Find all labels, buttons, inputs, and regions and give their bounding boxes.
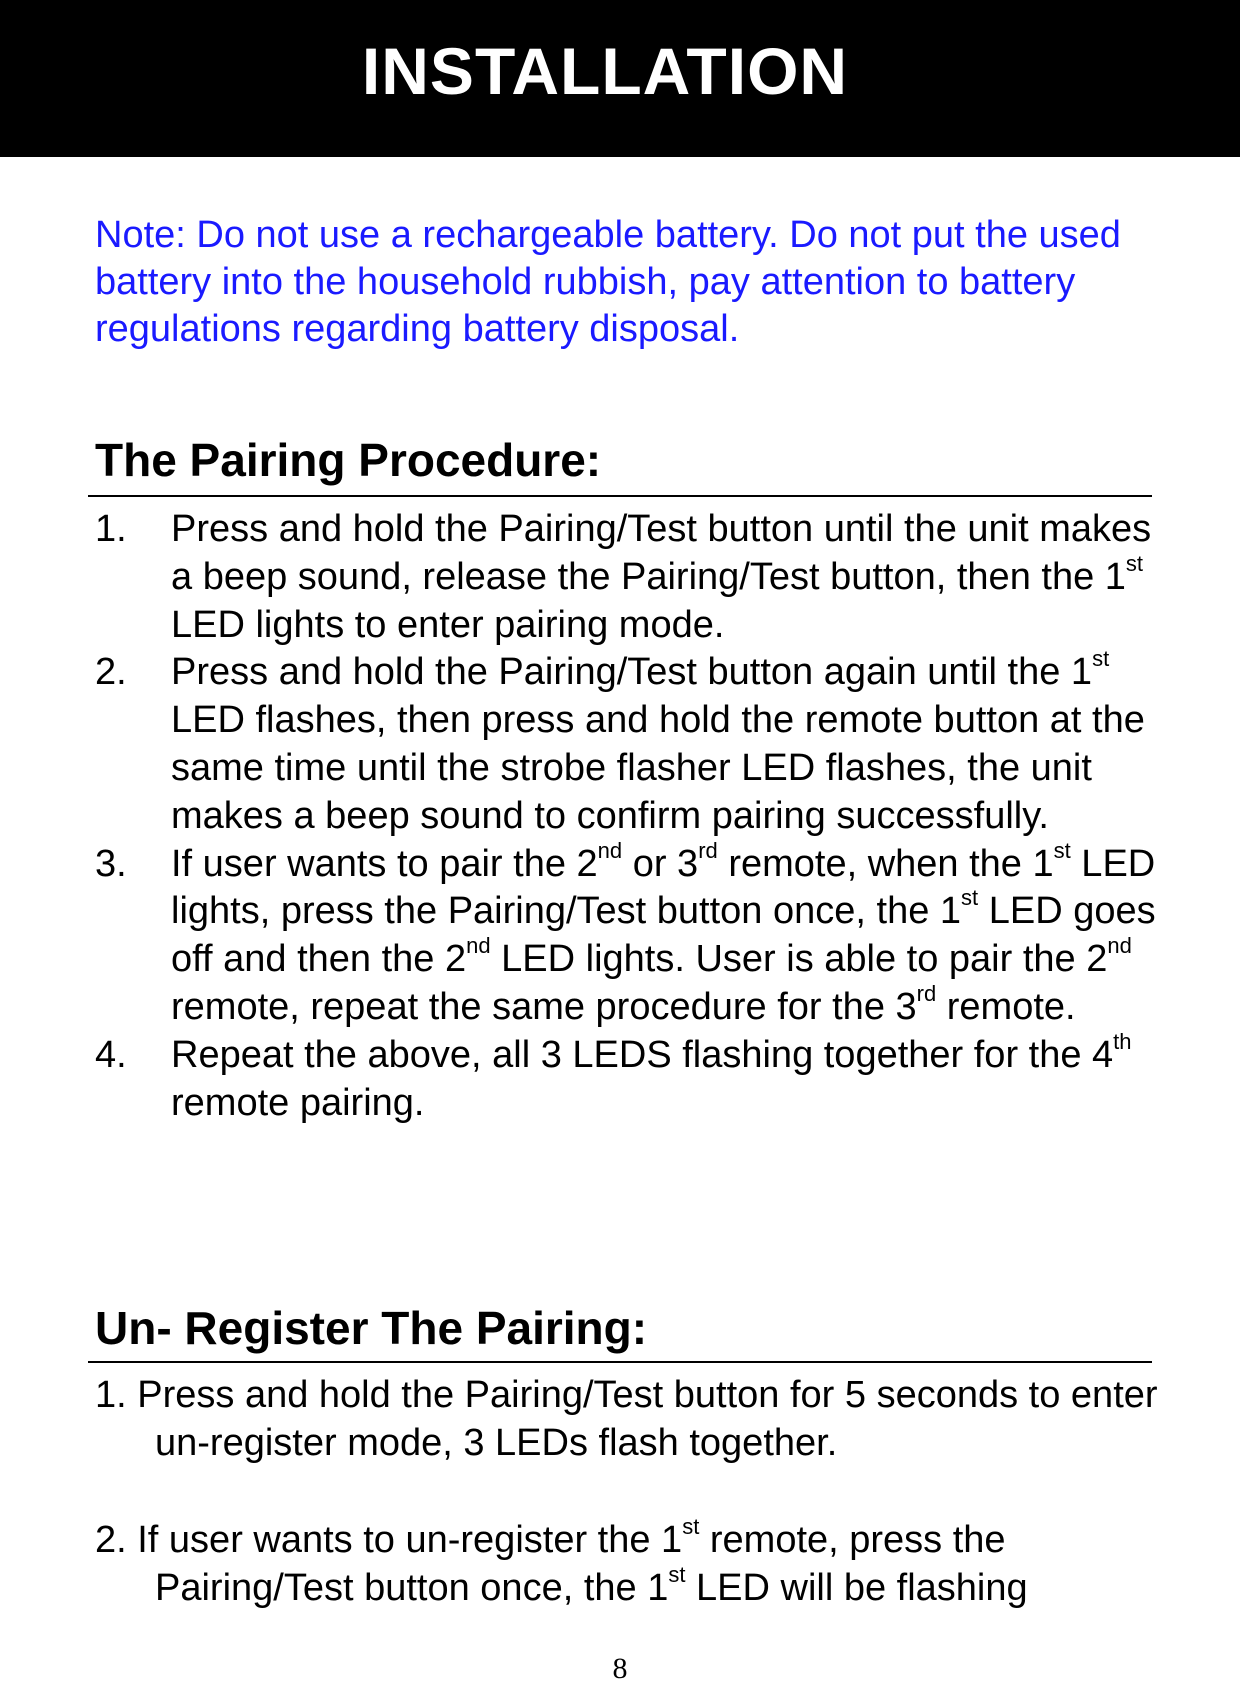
ordinal-suffix: st: [668, 1561, 686, 1587]
ordinal-suffix: nd: [597, 837, 623, 863]
page-number: 8: [612, 1652, 628, 1685]
step-text: 2. If user wants to un-register the 1: [95, 1519, 683, 1561]
ordinal-suffix: st: [682, 1514, 700, 1539]
pairing-procedure-heading: The Pairing Procedure:: [95, 434, 602, 486]
step-text: remote, repeat the same procedure for the 3: [171, 985, 917, 1028]
ordinal-suffix: st: [1092, 646, 1110, 672]
step-number: 4.: [95, 1033, 127, 1076]
step-text: remote, press the Pairing/Test button once, the 1: [155, 1519, 1006, 1609]
unregister-step-2: [95, 1514, 1165, 1613]
step-text: LED lights. User is able to pair the 2: [490, 938, 1108, 981]
pairing-step-1: [95, 506, 1165, 649]
pairing-steps-list: [95, 506, 1165, 1127]
pairing-step-2: [95, 646, 1165, 840]
step-number: 1.: [95, 508, 127, 550]
unregister-step-1: 1. Press and hold the Pairing/Test button for 5 seconds to enter un-register mode, 3 LEDs flash together.: [95, 1374, 1158, 1464]
step-text: Repeat the above, all 3 LEDS flashing together for the 4: [171, 1033, 1114, 1076]
step-text: Press and hold the Pairing/Test button again until the 1: [171, 651, 1093, 694]
page-title: INSTALLATION: [361, 34, 849, 108]
pairing-step-3: [95, 837, 1165, 1032]
ordinal-suffix: st: [961, 885, 979, 911]
step-text: LED flashes, then press and hold the remote button at the same time until the strobe flasher LED flashes, the unit makes a beep sound to confirm pairing successfully.: [171, 699, 1145, 837]
step-text: LED lights to enter pairing mode.: [171, 603, 725, 646]
step-text: LED will be flashing: [685, 1566, 1028, 1609]
step-text: remote pairing.: [171, 1081, 425, 1124]
step-text: remote.: [936, 985, 1076, 1028]
ordinal-suffix: rd: [698, 837, 718, 863]
step-text: Press and hold the Pairing/Test button until the unit makes a beep sound, release the Pairing/Test button, then the 1: [171, 508, 1152, 598]
ordinal-suffix: st: [1053, 837, 1071, 863]
ordinal-suffix: rd: [916, 980, 937, 1006]
step-number: 3.: [95, 842, 127, 885]
step-text: LED goes off and then the 2: [171, 890, 1156, 981]
header-bar: [0, 0, 1240, 157]
battery-note: Note: Do not use a rechargeable battery. Do not put the used battery into the household rubbish, pay attention to battery regulations regarding battery disposal.: [95, 214, 1121, 350]
ordinal-suffix: nd: [1107, 933, 1132, 959]
ordinal-suffix: st: [1125, 550, 1144, 576]
unregister-heading: Un- Register The Pairing:: [95, 1302, 648, 1354]
ordinal-suffix: th: [1113, 1028, 1132, 1054]
pairing-step-4: [95, 1028, 1165, 1128]
step-text: If user wants to pair the 2: [171, 842, 598, 885]
ordinal-suffix: nd: [466, 933, 491, 959]
unregister-heading-rule: [88, 1361, 1152, 1363]
step-text: remote, when the 1: [717, 842, 1054, 885]
step-number: 2.: [95, 651, 127, 694]
step-text: LED lights, press the Pairing/Test button once, the 1: [171, 842, 1156, 933]
step-text: or 3: [622, 842, 699, 885]
pairing-heading-rule: [88, 495, 1152, 497]
